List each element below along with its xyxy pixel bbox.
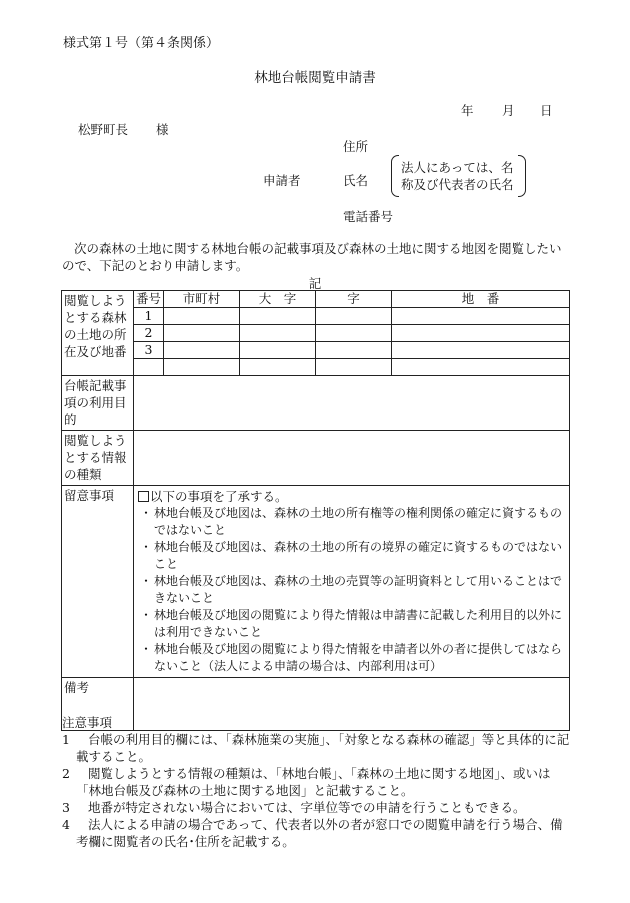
document-title: 林地台帳閲覧申請書 [254, 70, 376, 86]
applicant-phone-label: 電話番号 [343, 209, 394, 224]
oaza-cell[interactable] [240, 359, 316, 376]
note-number: 4 [62, 817, 70, 832]
note-number: 2 [62, 766, 70, 781]
chiban-cell[interactable] [392, 325, 570, 342]
row-number: 1 [134, 308, 164, 325]
table-header-row [62, 291, 570, 308]
name-note-bracket [391, 155, 526, 197]
city-cell[interactable] [164, 342, 240, 359]
list-item: ・ 林地台帳及び地図の閲覧により得た情報は申請書に記載した利用目的以外には利用できないこと [154, 607, 565, 641]
chiban-cell[interactable] [392, 342, 570, 359]
notes-title: 注意事項 [62, 715, 113, 730]
table-row [62, 308, 570, 325]
list-item: ・ 林地台帳及び地図は、森林の土地の所有権等の権利関係の確定に資するものではないこと [154, 505, 565, 539]
header-chiban: 地 番 [392, 291, 570, 308]
intro-paragraph: 次の森林の土地に関する林地台帳の記載事項及び森林の土地に関する地図を閲覧したいので、下記のとおり申請します。 [62, 241, 562, 273]
applicant-name-label: 氏名 [343, 173, 369, 188]
purpose-input[interactable] [134, 376, 570, 431]
info-type-input[interactable] [134, 431, 570, 486]
list-item: ・ 林地台帳及び地図は、森林の土地の売買等の証明資料として用いることはできないこと [154, 573, 565, 607]
table-row [62, 325, 570, 342]
note-item [62, 765, 572, 799]
aza-cell[interactable] [316, 308, 392, 325]
applicant-label: 申請者 [263, 173, 301, 188]
addressee-name: 松野町長 [78, 122, 129, 137]
city-cell[interactable] [164, 359, 240, 376]
oaza-cell[interactable] [240, 342, 316, 359]
city-cell[interactable] [164, 325, 240, 342]
right-bracket [518, 155, 526, 197]
info-type-label: 閲覧しよう とする情報 の種類 [62, 431, 134, 486]
notes-section [62, 714, 572, 850]
date-year-label: 年 [461, 103, 474, 118]
table-row [62, 359, 570, 376]
note-item [62, 731, 572, 765]
info-type-row [62, 431, 570, 486]
application-table [61, 290, 570, 731]
form-number: 様式第１号（第４条関係） [63, 36, 220, 51]
aza-cell[interactable] [316, 342, 392, 359]
name-note-line: 称及び代表者の氏名 [401, 177, 514, 192]
lot-location-label: 閲覧しよう とする森林 の土地の所 在及び地番 [62, 291, 134, 376]
oaza-cell[interactable] [240, 325, 316, 342]
note-text: 台帳の利用目的欄には、「森林施業の実施」、「対象となる森林の確認」等と具体的に記載すること。 [76, 732, 570, 764]
row-number: 3 [134, 342, 164, 359]
chiban-cell[interactable] [392, 359, 570, 376]
purpose-row [62, 376, 570, 431]
agree-checkbox[interactable] [138, 491, 149, 502]
note-item [62, 799, 572, 816]
city-cell[interactable] [164, 308, 240, 325]
addressee-honorific: 様 [156, 122, 169, 137]
date-day-label: 日 [540, 103, 553, 118]
header-aza: 字 [316, 291, 392, 308]
note-number: 3 [62, 800, 70, 815]
name-note-line: 法人にあっては、名 [401, 160, 514, 175]
note-number: 1 [62, 732, 70, 747]
notice-agree-text: 以下の事項を了承する。 [150, 489, 288, 504]
ki-heading: 記 [308, 276, 322, 291]
list-item: ・ 林地台帳及び地図の閲覧により得た情報を申請者以外の者に提供してはならないこと（法人による申請の場合は、内部利用は可） [154, 641, 565, 675]
notice-agree-line [138, 488, 565, 505]
header-number: 番号 [134, 291, 164, 308]
chiban-cell[interactable] [392, 308, 570, 325]
note-item [62, 816, 572, 850]
header-oaza: 大 字 [240, 291, 316, 308]
aza-cell[interactable] [316, 325, 392, 342]
note-text: 地番が特定されない場合においては、字単位等での申請を行うこともできる。 [88, 800, 526, 815]
note-text: 閲覧しようとする情報の種類は、「林地台帳」、「森林の土地に関する地図」、或いは「林地台帳及び森林の土地に関する地図」と記載すること。 [76, 766, 551, 798]
oaza-cell[interactable] [240, 308, 316, 325]
aza-cell[interactable] [316, 359, 392, 376]
row-number: 2 [134, 325, 164, 342]
notice-row [62, 486, 570, 678]
applicant-address-label: 住所 [343, 139, 369, 154]
header-city: 市町村 [164, 291, 240, 308]
date-month-label: 月 [502, 103, 515, 118]
table-row [62, 342, 570, 359]
notice-content [134, 486, 570, 678]
row-number [134, 359, 164, 376]
list-item: ・ 林地台帳及び地図は、森林の土地の所有の境界の確定に資するものではないこと [154, 539, 565, 573]
purpose-label: 台帳記載事 項の利用目 的 [62, 376, 134, 431]
remarks-label: 備考 [62, 678, 134, 731]
name-note-text [401, 159, 514, 193]
notice-list [138, 505, 565, 675]
note-text: 法人による申請の場合であって、代表者以外の者が窓口での閲覧申請を行う場合、備考欄に閲覧者の氏名･住所を記載する。 [76, 817, 563, 849]
notice-label: 留意事項 [62, 486, 134, 678]
left-bracket [391, 155, 399, 197]
